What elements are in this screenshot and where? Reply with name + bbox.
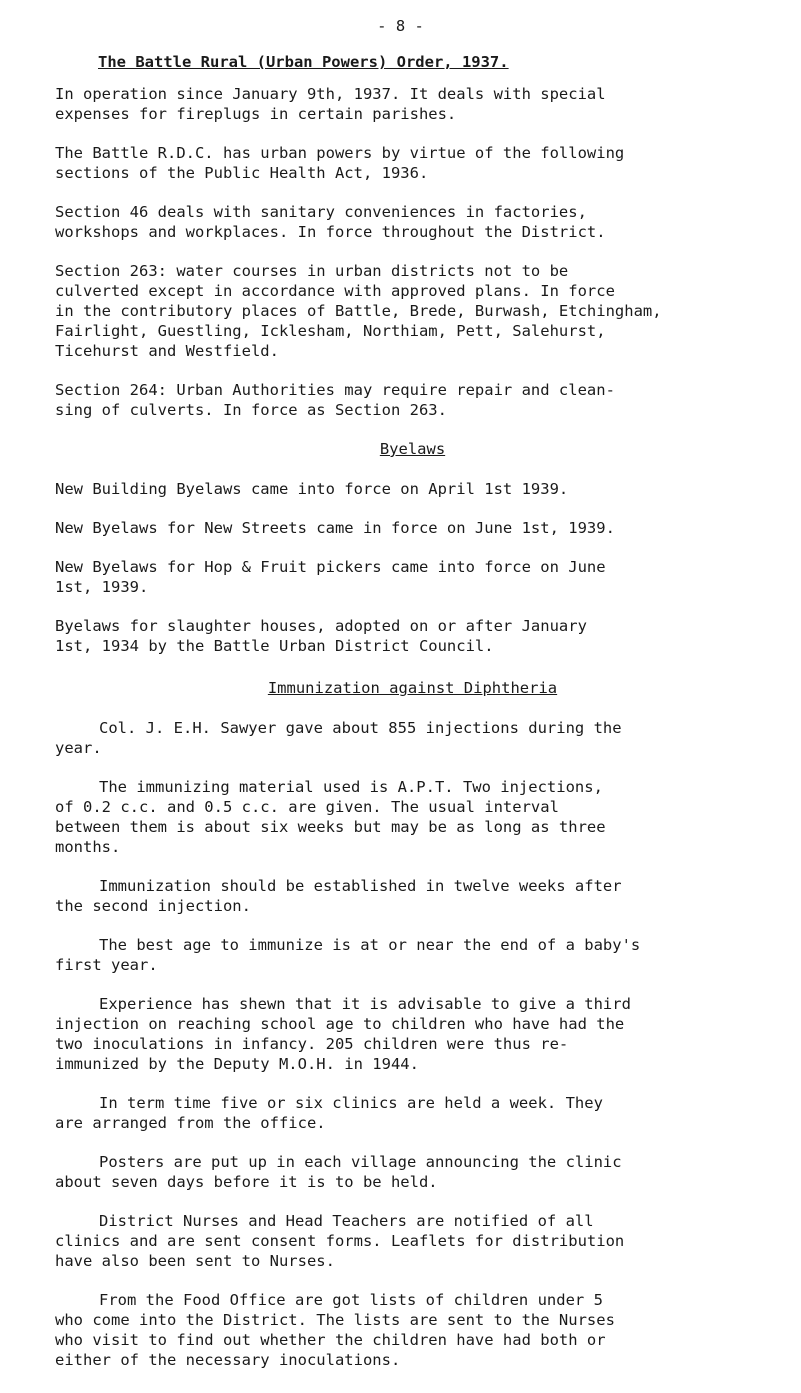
- order-paragraph: Section 264: Urban Authorities may require repair and clean- sing of culverts. In force as Section 263.: [55, 381, 615, 419]
- byelaws-paragraph: New Byelaws for New Streets came in force on June 1st, 1939.: [55, 519, 615, 537]
- byelaws-paragraph: New Building Byelaws came into force on April 1st 1939.: [55, 480, 569, 498]
- order-paragraph: Section 46 deals with sanitary conveniences in factories, workshops and workplaces. In force throughout the District.: [55, 203, 606, 241]
- byelaws-heading: Byelaws: [379, 440, 446, 458]
- order-paragraph: In operation since January 9th, 1937. It deals with special expenses for fireplugs in certain parishes.: [55, 85, 606, 123]
- immunization-paragraph: In term time five or six clinics are held a week. They are arranged from the office.: [55, 1094, 603, 1132]
- page-number: - 8 -: [377, 17, 424, 35]
- immunization-paragraph: Posters are put up in each village announcing the clinic about seven days before it is to be held.: [55, 1153, 622, 1191]
- order-title: The Battle Rural (Urban Powers) Order, 1937.: [98, 53, 509, 71]
- immunization-paragraph: Col. J. E.H. Sawyer gave about 855 injections during the year.: [55, 719, 622, 757]
- immunization-paragraph: District Nurses and Head Teachers are notified of all clinics and are sent consent forms. Leaflets for distribution have also been sent to Nurses.: [55, 1212, 625, 1270]
- byelaws-paragraph: New Byelaws for Hop & Fruit pickers came into force on June 1st, 1939.: [55, 558, 606, 596]
- page-content: [55, 52, 770, 1389]
- immunization-paragraph: The immunizing material used is A.P.T. Two injections, of 0.2 c.c. and 0.5 c.c. are given. The usual interval between them is about six weeks but may be as long as three months.: [55, 778, 606, 856]
- immunization-paragraph: From the Food Office are got lists of children under 5 who come into the District. The lists are sent to the Nurses who visit to find out whether the children have had both or either of the necessary inoculations.: [55, 1291, 615, 1369]
- immunization-paragraph: Experience has shewn that it is advisable to give a third injection on reaching school age to children who have had the two inoculations in infancy. 205 children were thus re- immunized by the Deputy M.O.H. in 1944.: [55, 995, 631, 1073]
- immunization-paragraph: Immunization should be established in twelve weeks after the second injection.: [55, 877, 622, 915]
- order-paragraph: Section 263: water courses in urban districts not to be culverted except in accordance with approved plans. In force in the contributory places of Battle, Brede, Burwash, Etchingham, Fairlight, Guestling, Icklesham, Northiam, Pett, Salehurst, Ticehurst and Westfield.: [55, 262, 662, 360]
- byelaws-paragraph: Byelaws for slaughter houses, adopted on or after January 1st, 1934 by the Battle Urban District Council.: [55, 617, 587, 655]
- immunization-paragraph: The best age to immunize is at or near the end of a baby's first year.: [55, 936, 641, 974]
- order-paragraph: The Battle R.D.C. has urban powers by virtue of the following sections of the Public Health Act, 1936.: [55, 144, 625, 182]
- immunization-heading: Immunization against Diphtheria: [267, 679, 558, 697]
